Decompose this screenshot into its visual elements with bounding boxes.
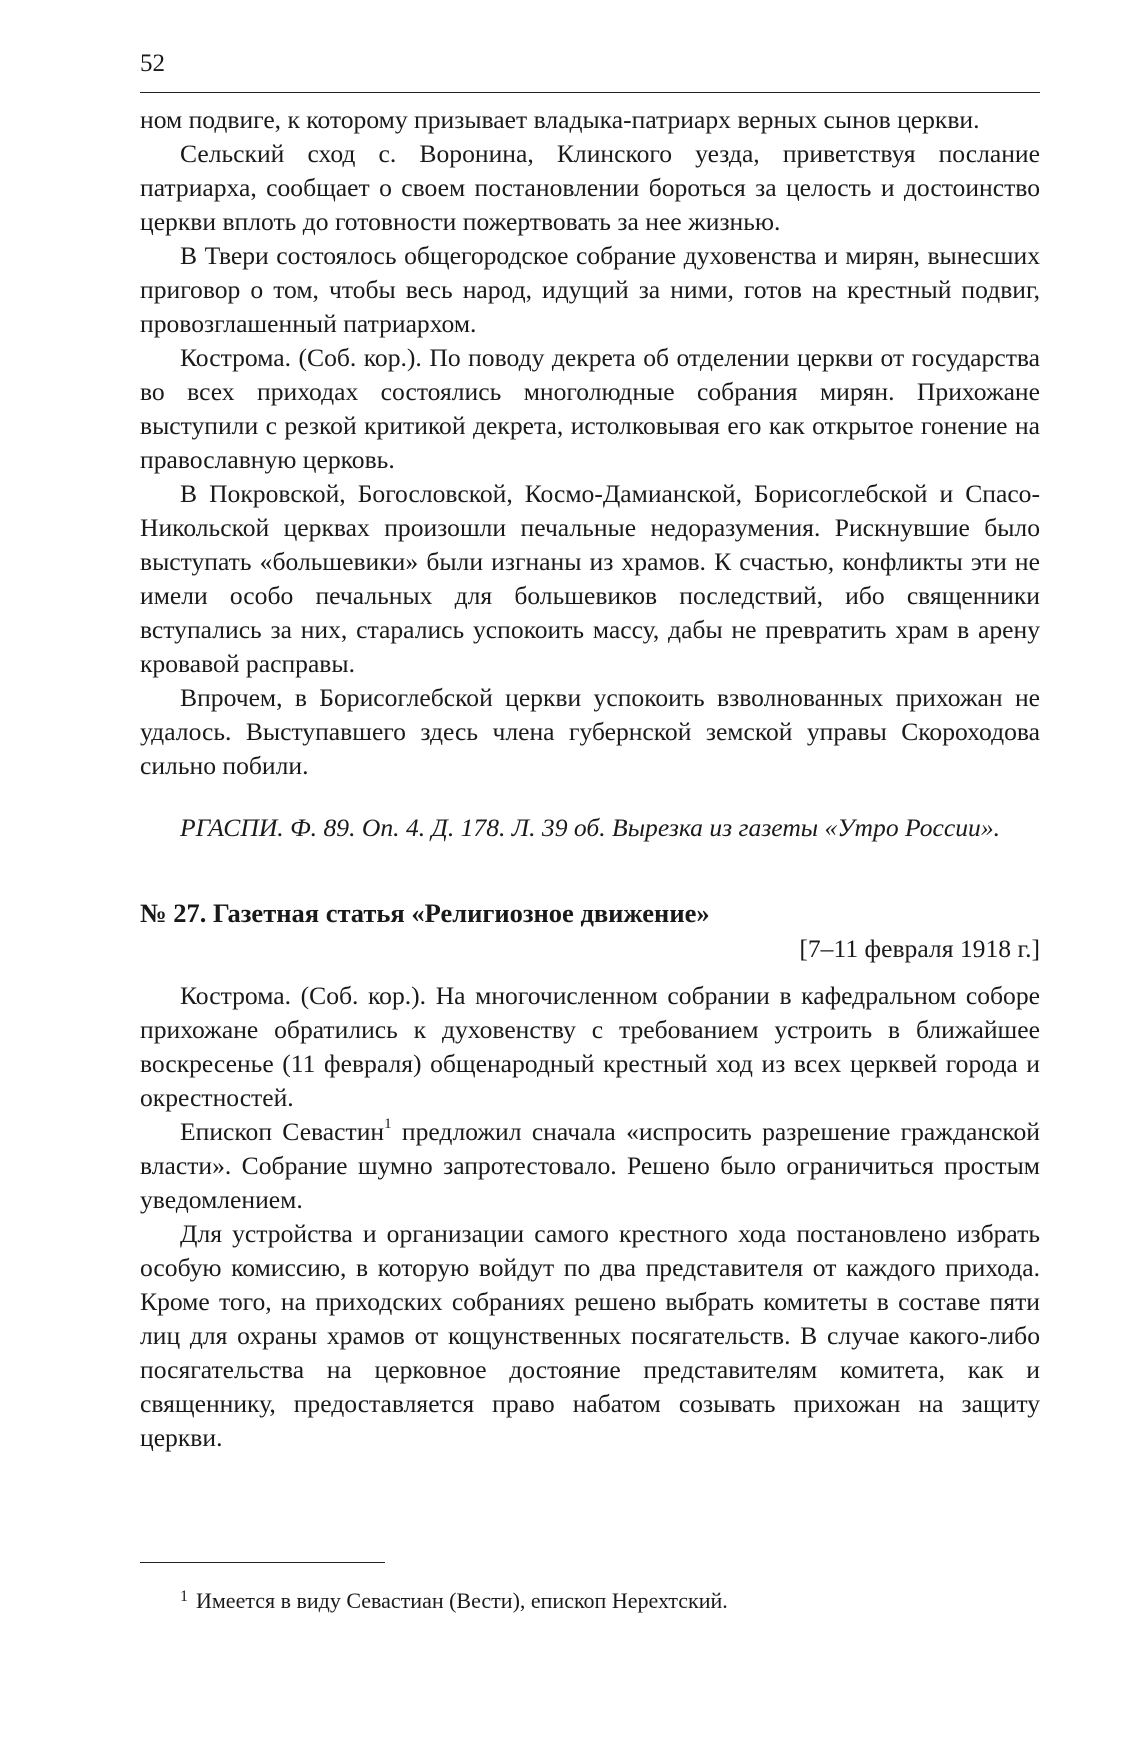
paragraph: Для устройства и организации самого крестного хода постановлено избрать особую комиссию, в которую войдут по два представителя от каждого прихода. Кроме того, на приходских собраниях решено выбрать комитеты в составе пяти лиц для охраны храмов от кощунственных посягательств. В случае какого-либо посягательства на церковное достояние представителям комитета, как и священнику, предоставляется право набатом созывать прихожан на защиту церкви. xyxy=(140,1219,1040,1452)
paragraph-text: предложил сначала «испросить разрешение гражданской власти». Собрание шумно запротестовало. Решено было ограничиться простым уведомлением. xyxy=(140,1117,1041,1214)
footnote-reference[interactable]: 1 xyxy=(384,1116,392,1133)
footnote-mark: 1 xyxy=(180,1588,188,1605)
paragraph: Кострома. (Соб. кор.). На многочисленном собрании в кафедральном соборе прихожане обратились к духовенству с требованием устроить в ближайшее воскресенье (11 февраля) общенародный крестный ход из всех церквей города и окрестностей. xyxy=(140,981,1040,1112)
page-body xyxy=(140,103,1040,1455)
footnote xyxy=(180,1586,1040,1619)
paragraph: Кострома. (Соб. кор.). По поводу декрета об отделении церкви от государства во всех приходах состоялись многолюдные собрания мирян. Прихожане выступили с резкой критикой декрета, истолковывая его как открытое гонение на православную церковь. xyxy=(140,343,1040,474)
page-number: 52 xyxy=(140,50,165,77)
paragraph: Впрочем, в Борисоглебской церкви успокоить взволнованных прихожан не удалось. Выступавшего здесь члена губернской земской управы Скороходова сильно побили. xyxy=(140,683,1040,780)
page-header xyxy=(140,50,1040,93)
paragraph xyxy=(140,1115,1040,1217)
paragraph: Сельский сход с. Воронина, Клинского уезда, приветствуя послание патриарха, сообщает о своем постановлении бороться за целость и достоинство церкви вплоть до готовности пожертвовать за нее жизнью. xyxy=(140,139,1040,236)
paragraph: В Твери состоялось общегородское собрание духовенства и мирян, вынесших приговор о том, чтобы весь народ, идущий за ними, готов на крестный подвиг, провозглашенный патриархом. xyxy=(140,241,1040,338)
paragraph: ном подвиге, к которому призывает владыка-патриарх верных сынов церкви. xyxy=(140,105,980,134)
paragraph: В Покровской, Богословской, Космо-Дамианской, Борисоглебской и Спасо-Никольской церквах произошли печальные недоразумения. Рискнувшие было выступать «большевики» были изгнаны из храмов. К счастью, конфликты эти не имели особо печальных для большевиков последствий, ибо священники вступались за них, старались успокоить массу, дабы не превратить храм в арену кровавой расправы. xyxy=(140,479,1040,678)
footnote-text: Имеется в виду Севастиан (Вести), епископ Нерехтский. xyxy=(196,1588,728,1613)
footnote-divider xyxy=(140,1562,385,1563)
document-heading: № 27. Газетная статья «Религиозное движение» xyxy=(140,898,710,928)
document-date: [7–11 февраля 1918 г.] xyxy=(799,934,1040,963)
archival-source-note: РГАСПИ. Ф. 89. Оп. 4. Д. 178. Л. 39 об. Вырезка из газеты «Утро России». xyxy=(180,813,1001,842)
paragraph-text: Епископ Севастин xyxy=(180,1117,385,1146)
